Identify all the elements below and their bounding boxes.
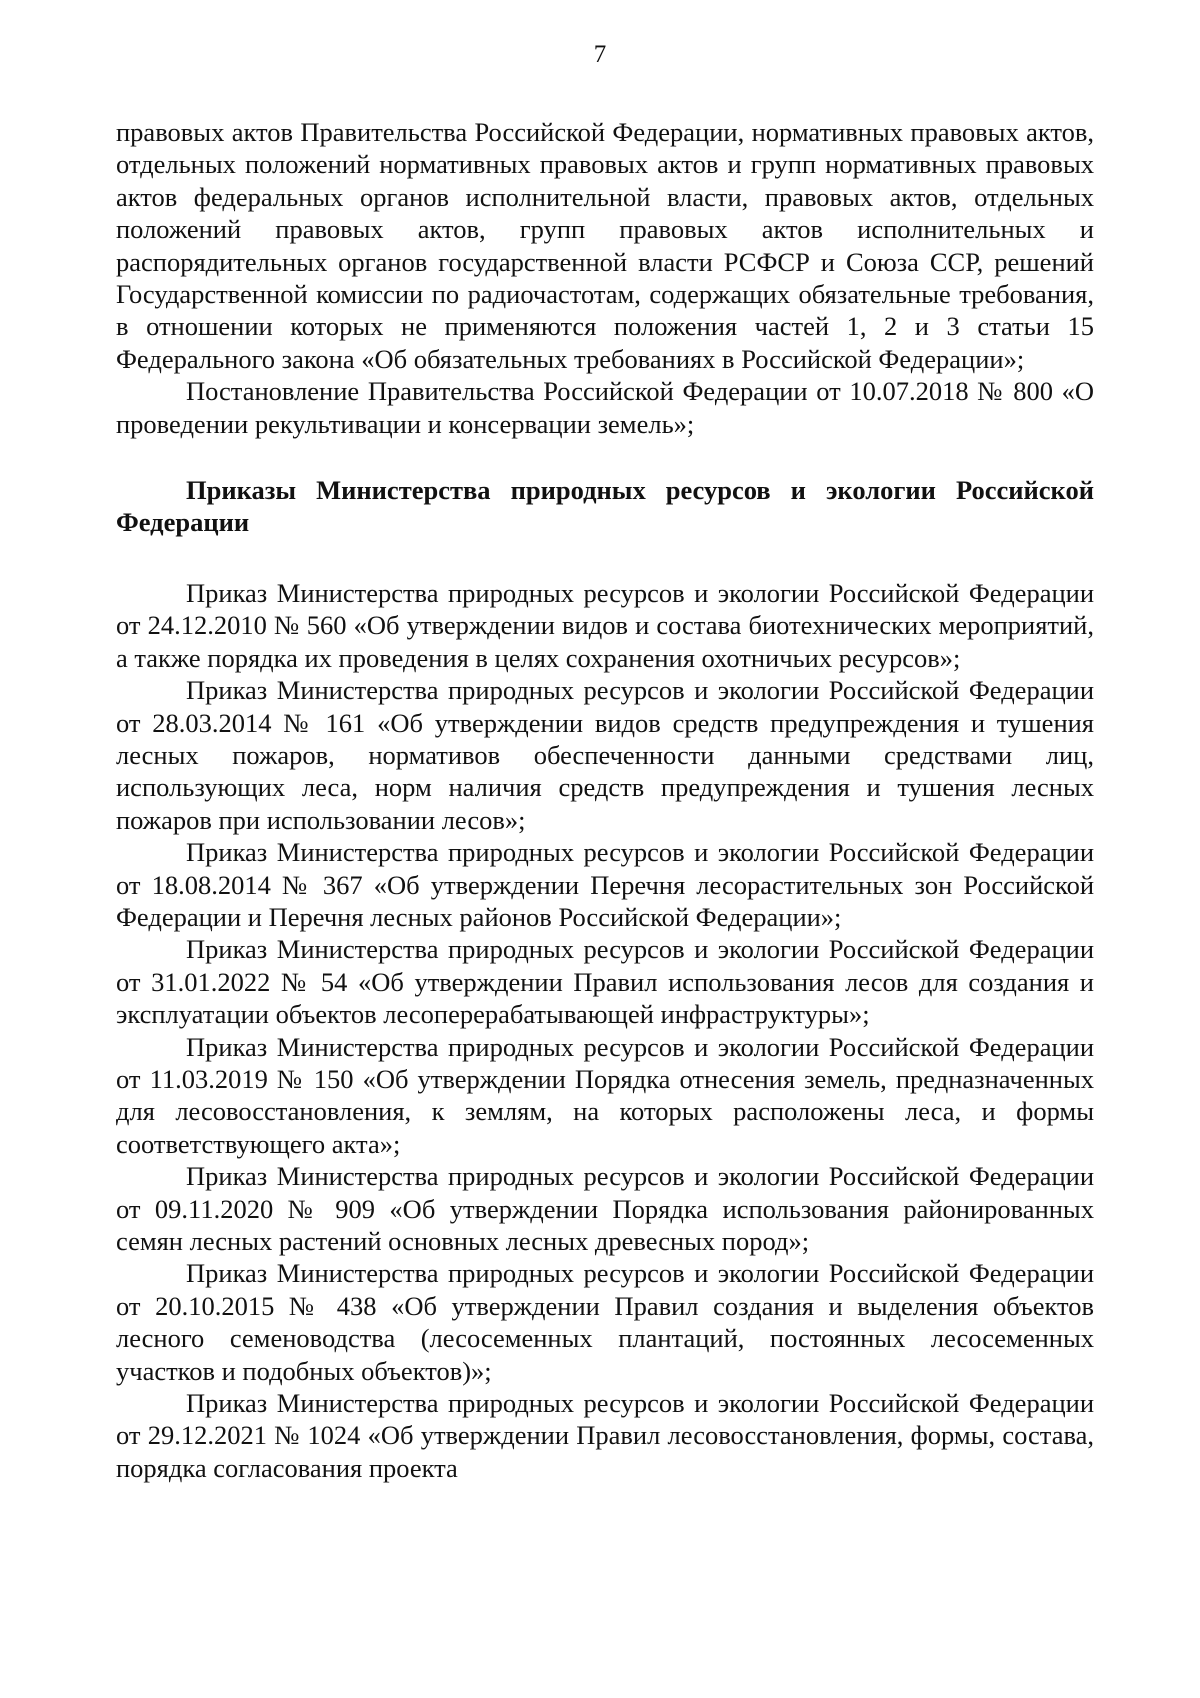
order-item: Приказ Министерства природных ресурсов и экологии Российской Федерации от 24.12.2010 № 560 «Об утверждении видов и состава биотехнических мероприятий, а также порядка их проведения в целях сохранения охотничьих ресурсов»;	[116, 577, 1094, 673]
document-body	[116, 116, 1094, 1484]
order-item: Приказ Министерства природных ресурсов и экологии Российской Федерации от 20.10.2015 № 438 «Об утверждении Правил создания и выделения объектов лесного семеноводства (лесосеменных плантаций, постоянных лесосеменных участков и подобных объектов)»;	[116, 1258, 1094, 1386]
order-item: Приказ Министерства природных ресурсов и экологии Российской Федерации от 18.08.2014 № 367 «Об утверждении Перечня лесорастительных зон Российской Федерации и Перечня лесных районов Российской Федерации»;	[116, 837, 1094, 932]
intro-paragraph-resolution-800: Постановление Правительства Российской Федерации от 10.07.2018 № 800 «О проведении рекультивации и консервации земель»;	[116, 376, 1094, 439]
intro-paragraph-continued: правовых актов Правительства Российской Федерации, нормативных правовых актов, отдельных положений нормативных правовых актов и групп нормативных правовых актов федеральных органов исполнительной власти, правовых актов, отдельных положений правовых актов, групп правовых актов исполнительных и распорядительных органов государственной власти РСФСР и Союза ССР, решений Государственной комиссии по радиочастотам, содержащих обязательные требования, в отношении которых не применяются положения частей 1, 2 и 3 статьи 15 Федерального закона «Об обязательных требованиях в Российской Федерации»;	[116, 117, 1094, 374]
order-item: Приказ Министерства природных ресурсов и экологии Российской Федерации от 31.01.2022 № 54 «Об утверждении Правил использования лесов для создания и эксплуатации объектов лесоперерабатывающей инфраструктуры»;	[116, 934, 1094, 1030]
order-item: Приказ Министерства природных ресурсов и экологии Российской Федерации от 29.12.2021 № 1024 «Об утверждении Правил лесовосстановления, формы, состава, порядка согласования проекта	[116, 1388, 1094, 1483]
order-item: Приказ Министерства природных ресурсов и экологии Российской Федерации от 28.03.2014 № 161 «Об утверждении видов средств предупреждения и тушения лесных пожаров, нормативов обеспеченности данными средствами лиц, использующих леса, норм наличия средств предупреждения и тушения лесных пожаров при использовании лесов»;	[116, 675, 1094, 835]
order-item: Приказ Министерства природных ресурсов и экологии Российской Федерации от 09.11.2020 № 909 «Об утверждении Порядка использования районированных семян лесных растений основных лесных древесных пород»;	[116, 1161, 1094, 1256]
order-item: Приказ Министерства природных ресурсов и экологии Российской Федерации от 11.03.2019 № 150 «Об утверждении Порядка отнесения земель, предназначенных для лесовосстановления, к землям, на которых расположены леса, и формы соответствующего акта»;	[116, 1031, 1094, 1159]
page-number: 7	[593, 41, 607, 68]
section-heading: Приказы Министерства природных ресурсов и экологии Российской Федерации	[116, 475, 1094, 538]
